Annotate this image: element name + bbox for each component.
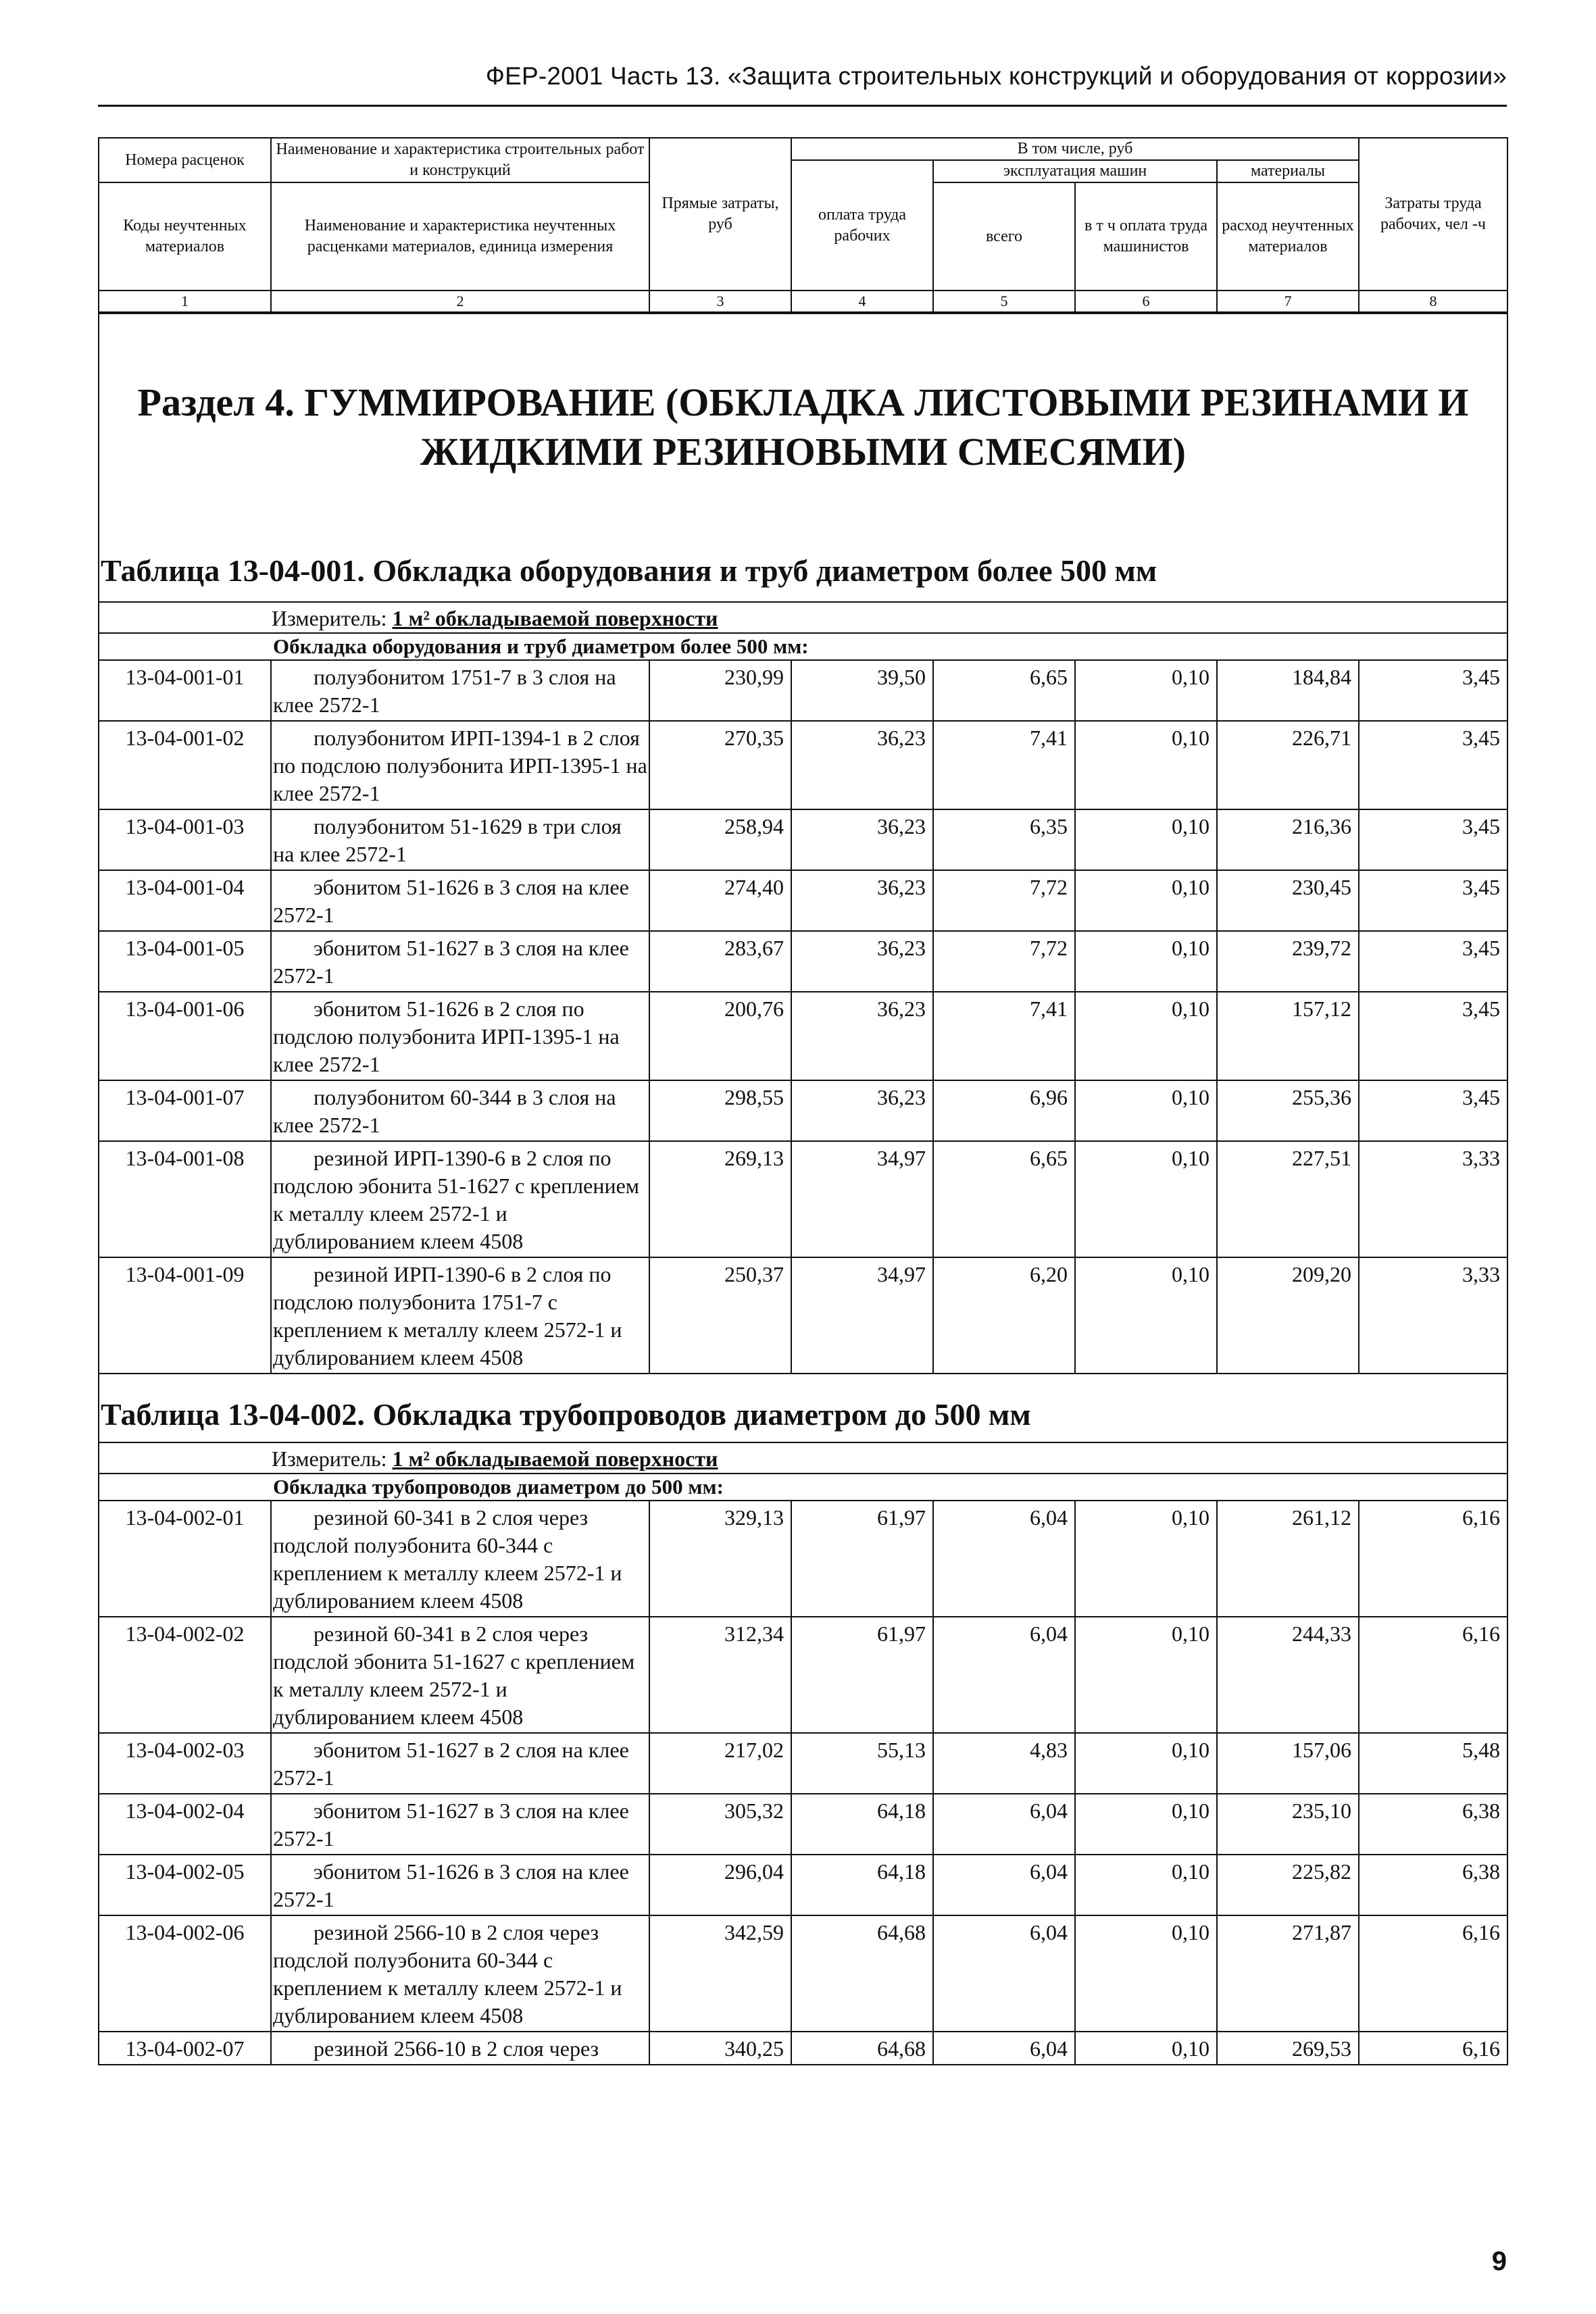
table-row [99, 1794, 1507, 1855]
labor-hours: 6,16 [1359, 1617, 1507, 1733]
meter-prefix: Измеритель: [272, 606, 393, 631]
labor-hours: 6,16 [1359, 1501, 1507, 1617]
section-4 [99, 313, 1507, 540]
labor-pay: 36,23 [791, 931, 933, 992]
description-text: резиной 60-341 в 2 слоя через подслой эбонита 51-1627 с креплением к металлу клеем 2572-1 и дублированием клеем 4508 [273, 1621, 635, 1730]
machine-costs: 6,04 [933, 1855, 1075, 1915]
page-number: 9 [1491, 2246, 1507, 2276]
labor-hours: 5,48 [1359, 1733, 1507, 1794]
rate-code: 13-04-001-09 [99, 1257, 271, 1374]
rate-code: 13-04-001-03 [99, 809, 271, 870]
table-row [99, 721, 1507, 809]
table-13-04-001 [99, 540, 1507, 1374]
direct-costs: 258,94 [649, 809, 791, 870]
labor-hours: 6,38 [1359, 1855, 1507, 1915]
operator-pay: 0,10 [1075, 1080, 1217, 1141]
table-row [99, 1257, 1507, 1374]
header-material-codes: Коды неучтенных материалов [99, 182, 271, 291]
labor-hours: 6,38 [1359, 1794, 1507, 1855]
operator-pay: 0,10 [1075, 1794, 1217, 1855]
table-subheading: Обкладка оборудования и труб диаметром более 500 мм: [273, 634, 809, 659]
rate-code: 13-04-002-03 [99, 1733, 271, 1794]
work-description [271, 1617, 649, 1733]
labor-pay: 36,23 [791, 809, 933, 870]
rates-table [98, 137, 1508, 2065]
rate-code: 13-04-002-05 [99, 1855, 271, 1915]
machine-costs: 6,20 [933, 1257, 1075, 1374]
operator-pay: 0,10 [1075, 992, 1217, 1080]
description-text: эбонитом 51-1626 в 2 слоя по подслою полуэбонита ИРП-1395-1 на клее 2572-1 [273, 997, 620, 1077]
work-description [271, 870, 649, 931]
description-text: эбонитом 51-1626 в 3 слоя на клее 2572-1 [273, 1859, 629, 1912]
table-title: Таблица 13-04-001. Обкладка оборудования и труб диаметром более 500 мм [101, 553, 1157, 588]
description-text: резиной 2566-10 в 2 слоя через [314, 2036, 599, 2061]
table-13-04-002 [99, 1374, 1507, 2065]
work-description [271, 1257, 649, 1374]
materials-cost: 184,84 [1217, 660, 1359, 721]
table-row [99, 1501, 1507, 1617]
description-text: полуэбонитом 60-344 в 3 слоя на клее 2572-1 [273, 1085, 616, 1138]
description-text: эбонитом 51-1627 в 3 слоя на клее 2572-1 [273, 936, 629, 988]
rate-code: 13-04-001-07 [99, 1080, 271, 1141]
direct-costs: 269,13 [649, 1141, 791, 1257]
labor-hours: 3,45 [1359, 660, 1507, 721]
direct-costs: 340,25 [649, 2032, 791, 2065]
running-header: ФЕР-2001 Часть 13. «Защита строительных конструкций и оборудования от коррозии» [485, 62, 1507, 90]
machine-costs: 6,96 [933, 1080, 1075, 1141]
header-material-names: Наименование и характеристика неучтенных расценками материалов, единица измерения [271, 182, 649, 291]
materials-cost: 216,36 [1217, 809, 1359, 870]
labor-pay: 64,68 [791, 2032, 933, 2065]
direct-costs: 296,04 [649, 1855, 791, 1915]
machine-costs: 7,41 [933, 721, 1075, 809]
direct-costs: 342,59 [649, 1915, 791, 2032]
column-number: 7 [1217, 291, 1359, 313]
direct-costs: 274,40 [649, 870, 791, 931]
materials-cost: 227,51 [1217, 1141, 1359, 1257]
labor-hours: 3,45 [1359, 992, 1507, 1080]
work-description [271, 992, 649, 1080]
materials-cost: 271,87 [1217, 1915, 1359, 2032]
materials-cost: 255,36 [1217, 1080, 1359, 1141]
materials-cost: 239,72 [1217, 931, 1359, 992]
labor-pay: 36,23 [791, 870, 933, 931]
rate-code: 13-04-001-06 [99, 992, 271, 1080]
machine-costs: 6,04 [933, 1617, 1075, 1733]
work-description [271, 1855, 649, 1915]
work-description [271, 1915, 649, 2032]
column-number: 8 [1359, 291, 1507, 313]
meter-prefix: Измеритель: [272, 1447, 393, 1472]
work-description [271, 721, 649, 809]
operator-pay: 0,10 [1075, 721, 1217, 809]
direct-costs: 200,76 [649, 992, 791, 1080]
work-description [271, 2032, 649, 2065]
machine-costs: 6,04 [933, 1915, 1075, 2032]
rate-code: 13-04-001-01 [99, 660, 271, 721]
operator-pay: 0,10 [1075, 1257, 1217, 1374]
table-row [99, 1617, 1507, 1733]
labor-hours: 6,16 [1359, 2032, 1507, 2065]
measurement-unit [99, 1443, 1507, 1473]
operator-pay: 0,10 [1075, 809, 1217, 870]
direct-costs: 305,32 [649, 1794, 791, 1855]
materials-cost: 157,12 [1217, 992, 1359, 1080]
materials-cost: 230,45 [1217, 870, 1359, 931]
operator-pay: 0,10 [1075, 931, 1217, 992]
description-text: эбонитом 51-1626 в 3 слоя на клее 2572-1 [273, 875, 629, 928]
column-number: 4 [791, 291, 933, 313]
labor-hours: 3,45 [1359, 1080, 1507, 1141]
table-row [99, 809, 1507, 870]
header-work-name: Наименование и характеристика строительных работ и конструкций [271, 138, 649, 182]
header-unaccounted-materials: расход неучтенных материалов [1217, 182, 1359, 291]
materials-cost: 209,20 [1217, 1257, 1359, 1374]
rate-code: 13-04-001-04 [99, 870, 271, 931]
direct-costs: 217,02 [649, 1733, 791, 1794]
work-description [271, 1501, 649, 1617]
table-row [99, 2032, 1507, 2065]
work-description [271, 1141, 649, 1257]
machine-costs: 6,65 [933, 660, 1075, 721]
rate-code: 13-04-002-07 [99, 2032, 271, 2065]
header-direct-costs: Прямые затраты, руб [649, 138, 791, 291]
operator-pay: 0,10 [1075, 1141, 1217, 1257]
table-subheading: Обкладка трубопроводов диаметром до 500 мм: [273, 1475, 724, 1499]
machine-costs: 6,65 [933, 1141, 1075, 1257]
labor-pay: 34,97 [791, 1141, 933, 1257]
machine-costs: 7,72 [933, 870, 1075, 931]
direct-costs: 329,13 [649, 1501, 791, 1617]
table-row [99, 1915, 1507, 2032]
description-text: резиной ИРП-1390-6 в 2 слоя по подслою эбонита 51-1627 с креплением к металлу клеем 2572-1 и дублированием клеем 4508 [273, 1146, 640, 1254]
machine-costs: 4,83 [933, 1733, 1075, 1794]
column-number: 3 [649, 291, 791, 313]
materials-cost: 157,06 [1217, 1733, 1359, 1794]
work-description [271, 809, 649, 870]
measurement-unit [99, 603, 1507, 632]
labor-pay: 61,97 [791, 1617, 933, 1733]
direct-costs: 298,55 [649, 1080, 791, 1141]
materials-cost: 261,12 [1217, 1501, 1359, 1617]
materials-cost: 235,10 [1217, 1794, 1359, 1855]
labor-hours: 6,16 [1359, 1915, 1507, 2032]
table-row [99, 1733, 1507, 1794]
description-text: эбонитом 51-1627 в 3 слоя на клее 2572-1 [273, 1799, 629, 1851]
rate-code: 13-04-002-01 [99, 1501, 271, 1617]
column-number: 1 [99, 291, 271, 313]
description-text: полуэбонитом ИРП-1394-1 в 2 слоя по подслою полуэбонита ИРП-1395-1 на клее 2572-1 [273, 726, 647, 806]
labor-pay: 64,18 [791, 1794, 933, 1855]
table-row [99, 992, 1507, 1080]
header-rule [98, 105, 1507, 107]
machine-costs: 7,72 [933, 931, 1075, 992]
rate-code: 13-04-001-05 [99, 931, 271, 992]
header-labor-costs: Затраты труда рабочих, чел -ч [1359, 138, 1507, 291]
description-text: полуэбонитом 51-1629 в три слоя на клее 2572-1 [273, 814, 622, 867]
rate-code: 13-04-001-02 [99, 721, 271, 809]
header-materials: материалы [1217, 160, 1359, 182]
section-title: Раздел 4. ГУММИРОВАНИЕ (ОБКЛАДКА ЛИСТОВЫМИ РЕЗИНАМИ И ЖИДКИМИ РЕЗИНОВЫМИ СМЕСЯМИ) [137, 380, 1469, 474]
table-row [99, 660, 1507, 721]
machine-costs: 6,04 [933, 1501, 1075, 1617]
operator-pay: 0,10 [1075, 1617, 1217, 1733]
labor-pay: 55,13 [791, 1733, 933, 1794]
labor-hours: 3,33 [1359, 1141, 1507, 1257]
table-row [99, 931, 1507, 992]
labor-hours: 3,33 [1359, 1257, 1507, 1374]
materials-cost: 244,33 [1217, 1617, 1359, 1733]
table-row [99, 1141, 1507, 1257]
header-including: В том числе, руб [791, 138, 1359, 160]
labor-pay: 64,18 [791, 1855, 933, 1915]
table-row [99, 1855, 1507, 1915]
operator-pay: 0,10 [1075, 870, 1217, 931]
machine-costs: 6,35 [933, 809, 1075, 870]
machine-costs: 6,04 [933, 1794, 1075, 1855]
description-text: полуэбонитом 1751-7 в 3 слоя на клее 2572-1 [273, 665, 616, 718]
description-text: резиной 60-341 в 2 слоя через подслой полуэбонита 60-344 с креплением к металлу клеем 2572-1 и дублированием клеем 4508 [273, 1505, 622, 1613]
labor-hours: 3,45 [1359, 809, 1507, 870]
operator-pay: 0,10 [1075, 1501, 1217, 1617]
header-machine-operation: эксплуатация машин [933, 160, 1217, 182]
work-description [271, 1733, 649, 1794]
labor-hours: 3,45 [1359, 721, 1507, 809]
table-header [99, 138, 1507, 313]
operator-pay: 0,10 [1075, 1915, 1217, 2032]
column-numbers-row [99, 291, 1507, 313]
description-text: резиной ИРП-1390-6 в 2 слоя по подслою полуэбонита 1751-7 с креплением к металлу клеем 2572-1 и дублированием клеем 4508 [273, 1262, 622, 1370]
rate-code: 13-04-002-04 [99, 1794, 271, 1855]
rate-code: 13-04-002-06 [99, 1915, 271, 2032]
work-description [271, 1080, 649, 1141]
labor-pay: 39,50 [791, 660, 933, 721]
direct-costs: 230,99 [649, 660, 791, 721]
work-description [271, 660, 649, 721]
labor-pay: 64,68 [791, 1915, 933, 2032]
column-number: 2 [271, 291, 649, 313]
labor-hours: 3,45 [1359, 931, 1507, 992]
operator-pay: 0,10 [1075, 1855, 1217, 1915]
meter-unit: 1 м² обкладываемой поверхности [392, 606, 718, 631]
table-title: Таблица 13-04-002. Обкладка трубопроводов диаметром до 500 мм [101, 1397, 1031, 1432]
direct-costs: 283,67 [649, 931, 791, 992]
labor-hours: 3,45 [1359, 870, 1507, 931]
work-description [271, 1794, 649, 1855]
header-rate-numbers: Номера расценок [99, 138, 271, 182]
meter-unit: 1 м² обкладываемой поверхности [392, 1447, 718, 1472]
direct-costs: 312,34 [649, 1617, 791, 1733]
direct-costs: 270,35 [649, 721, 791, 809]
labor-pay: 34,97 [791, 1257, 933, 1374]
materials-cost: 269,53 [1217, 2032, 1359, 2065]
labor-pay: 36,23 [791, 721, 933, 809]
rate-code: 13-04-001-08 [99, 1141, 271, 1257]
labor-pay: 61,97 [791, 1501, 933, 1617]
labor-pay: 36,23 [791, 992, 933, 1080]
rate-code: 13-04-002-02 [99, 1617, 271, 1733]
labor-pay: 36,23 [791, 1080, 933, 1141]
machine-costs: 6,04 [933, 2032, 1075, 2065]
operator-pay: 0,10 [1075, 660, 1217, 721]
column-number: 5 [933, 291, 1075, 313]
operator-pay: 0,10 [1075, 1733, 1217, 1794]
header-operator-pay: в т ч оплата труда машинистов [1075, 182, 1217, 291]
table-row [99, 1080, 1507, 1141]
header-labor-pay: оплата труда рабочих [791, 160, 933, 291]
operator-pay: 0,10 [1075, 2032, 1217, 2065]
direct-costs: 250,37 [649, 1257, 791, 1374]
work-description [271, 931, 649, 992]
materials-cost: 226,71 [1217, 721, 1359, 809]
description-text: эбонитом 51-1627 в 2 слоя на клее 2572-1 [273, 1738, 629, 1790]
column-number: 6 [1075, 291, 1217, 313]
header-machines-total: всего [933, 182, 1075, 291]
machine-costs: 7,41 [933, 992, 1075, 1080]
materials-cost: 225,82 [1217, 1855, 1359, 1915]
table-row [99, 870, 1507, 931]
description-text: резиной 2566-10 в 2 слоя через подслой полуэбонита 60-344 с креплением к металлу клеем 2572-1 и дублированием клеем 4508 [273, 1920, 622, 2028]
